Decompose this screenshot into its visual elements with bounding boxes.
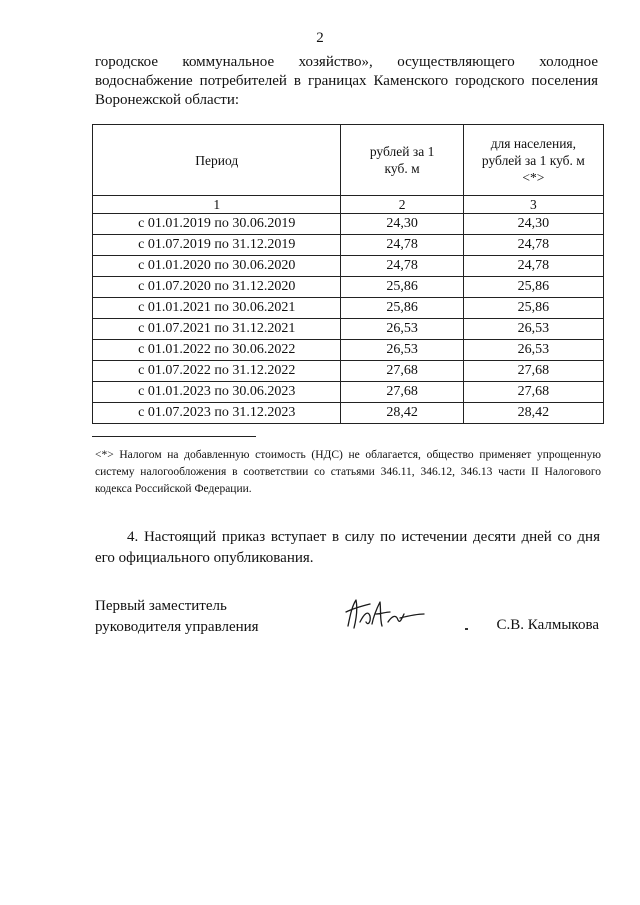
table-header-row [93,125,604,196]
table-row [93,382,604,403]
table-row [93,277,604,298]
table-column-number-row [93,196,604,214]
rate-cell: 25,86 [341,298,463,319]
population-rate-cell: 27,68 [463,382,603,403]
table-row [93,340,604,361]
period-cell: с 01.01.2020 по 30.06.2020 [93,256,341,277]
table-body [93,214,604,424]
handwritten-signature-icon [340,592,430,636]
tariff-table [92,124,604,424]
rate-cell: 24,78 [341,235,463,256]
population-rate-cell: 25,86 [463,277,603,298]
intro-paragraph: городское коммунальное хозяйство», осуществляющего холодное водоснабжение потребителей в границах Каменского городского поселения Воронежской области: [95,54,598,108]
column-number: 1 [93,196,341,214]
rate-cell: 25,86 [341,277,463,298]
period-cell: с 01.07.2021 по 31.12.2021 [93,319,341,340]
population-rate-cell: 26,53 [463,319,603,340]
period-cell: с 01.01.2019 по 30.06.2019 [93,214,341,235]
period-cell: с 01.07.2020 по 31.12.2020 [93,277,341,298]
header-rate-text: рублей за 1 куб. м [369,144,435,176]
table-row [93,319,604,340]
header-population-rate-text: для населения, рублей за 1 куб. м <*> [481,135,585,185]
clause-4-paragraph: 4. Настоящий приказ вступает в силу по истечении десяти дней со дня его официального опубликования. [95,529,600,566]
rate-cell: 24,30 [341,214,463,235]
population-rate-cell: 27,68 [463,361,603,382]
signer-title-line2: руководителя управления [95,619,259,635]
header-population-rate [463,125,603,196]
column-number: 2 [341,196,463,214]
rate-cell: 27,68 [341,361,463,382]
table-row [93,235,604,256]
signer-name: С.В. Калмыкова [496,617,599,633]
table-row [93,361,604,382]
population-rate-cell: 24,78 [463,235,603,256]
rate-cell: 24,78 [341,256,463,277]
header-period: Период [93,125,341,196]
column-number: 3 [463,196,603,214]
table-row [93,214,604,235]
scan-dot [465,628,468,630]
period-cell: с 01.07.2022 по 31.12.2022 [93,361,341,382]
period-cell: с 01.07.2023 по 31.12.2023 [93,403,341,424]
population-rate-cell: 25,86 [463,298,603,319]
period-cell: с 01.01.2023 по 30.06.2023 [93,382,341,403]
signer-title-line1: Первый заместитель [95,598,227,614]
population-rate-cell: 28,42 [463,403,603,424]
period-cell: с 01.07.2019 по 31.12.2019 [93,235,341,256]
rate-cell: 26,53 [341,340,463,361]
table-row [93,256,604,277]
header-rate [341,125,463,196]
rate-cell: 26,53 [341,319,463,340]
footnote-divider [92,436,256,437]
table-row [93,298,604,319]
period-cell: с 01.01.2021 по 30.06.2021 [93,298,341,319]
rate-cell: 28,42 [341,403,463,424]
population-rate-cell: 24,78 [463,256,603,277]
population-rate-cell: 24,30 [463,214,603,235]
period-cell: с 01.01.2022 по 30.06.2022 [93,340,341,361]
population-rate-cell: 26,53 [463,340,603,361]
rate-cell: 27,68 [341,382,463,403]
table-row [93,403,604,424]
footnote-text: <*> Налогом на добавленную стоимость (НДС) не облагается, общество применяет упрощенную систему налогообложения в соответствии со статьями 346.11, 346.12, 346.13 части II Налогового кодекса Российской Федерации. [95,449,601,495]
signer-title [95,596,259,638]
page-number: 2 [316,30,324,46]
